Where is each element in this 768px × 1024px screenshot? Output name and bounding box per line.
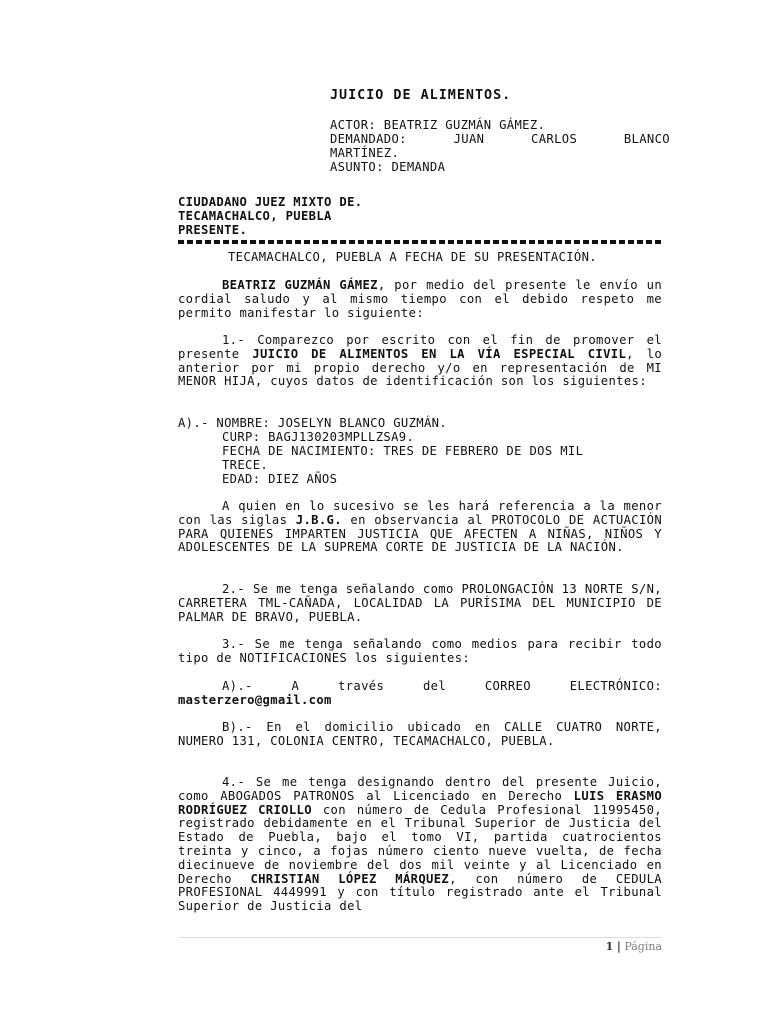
paragraph-2-text: 2.- Se me tenga señalando como PROLONGACIÓN 13 NORTE S/N, CARRETERA TML-CAÑADA, LOCALIDAD LA PURÍSIMA DEL MUNICIPIO DE PALMAR DE BRAVO, PUEBLA. [178, 582, 662, 624]
addressee-line-3: PRESENTE. [178, 223, 248, 237]
paragraph-1-text-a: 1.- Comparezco por escrito con el fin de promover el presente [178, 333, 662, 361]
paragraph-4-lawyer-1: LUIS ERASMO RODRÍGUEZ CRIOLLO [178, 788, 663, 817]
child-name: A).- NOMBRE: JOSELYN BLANCO GUZMÁN. [178, 416, 448, 430]
email-intro-word: ELECTRÓNICO: [569, 679, 662, 693]
email-intro-line [222, 680, 662, 694]
paragraph-4-lawyer-2: CHRISTIAN LÓPEZ MÁRQUEZ [250, 871, 450, 886]
reference-text-a: A quien en lo sucesivo se les hará referencia a la menor con las siglas [178, 499, 662, 527]
paragraph-1-text-b: , lo anterior por mi propio derecho y/o en representación de MI MENOR HIJA, cuyos datos de identificación son los siguientes: [178, 346, 663, 389]
child-birthdate-continuation: TRECE. [222, 458, 269, 472]
demandado-word: DEMANDADO: [330, 132, 407, 146]
email-intro-word: A [291, 679, 300, 693]
intro-text: , por medio del presente le envío un cordial saludo y al mismo tiempo con el debido respeto me permito manifestar lo siguiente: [178, 278, 663, 320]
footer-separator: | [616, 940, 621, 953]
paragraph-3b [178, 721, 662, 749]
place-date: TECAMACHALCO, PUEBLA A FECHA DE SU PRESENTACIÓN. [228, 250, 597, 264]
dotted-separator [178, 240, 662, 244]
actor-line: ACTOR: BEATRIZ GUZMÁN GÁMEZ. [330, 118, 546, 132]
paragraph-3 [178, 638, 662, 666]
email-intro-word: CORREO [484, 679, 531, 693]
demandado-continuation: MARTÍNEZ. [330, 146, 400, 160]
addressee-line-1: CIUDADANO JUEZ MIXTO DE. [178, 195, 363, 209]
intro-name: BEATRIZ GUZMÁN GÁMEZ [222, 278, 378, 292]
child-birthdate: FECHA DE NACIMIENTO: TRES DE FEBRERO DE DOS MIL [222, 444, 584, 458]
intro-paragraph [178, 279, 662, 320]
reference-initials: J.B.G. [295, 512, 342, 527]
email-address: masterzero@gmail.com [178, 693, 332, 707]
paragraph-1-bold: JUICIO DE ALIMENTOS EN LA VÍA ESPECIAL CIVIL [252, 346, 627, 361]
page-footer [606, 940, 662, 953]
page-number: 1 [605, 940, 614, 953]
addressee-line-2: TECAMACHALCO, PUEBLA [178, 209, 332, 223]
child-age: EDAD: DIEZ AÑOS [222, 472, 338, 486]
demandado-word: BLANCO [623, 132, 670, 146]
paragraph-4-text-c: , con número de CEDULA PROFESIONAL 4449991 y con título registrado ante el Tribunal Superior de Justicia del [178, 871, 662, 914]
email-intro-word: través [338, 679, 385, 693]
email-intro-word: del [422, 679, 447, 693]
reference-paragraph [178, 500, 662, 555]
paragraph-3b-text: B).- En el domicilio ubicado en CALLE CUATRO NORTE, NUMERO 131, COLONIA CENTRO, TECAMACHALCO, PUEBLA. [178, 720, 662, 748]
footer-rule [178, 937, 662, 938]
child-curp: CURP: BAGJ130203MPLLZSA9. [222, 430, 415, 444]
paragraph-1 [178, 334, 662, 389]
paragraph-4 [178, 776, 662, 914]
paragraph-2 [178, 583, 662, 624]
demandado-word: JUAN [453, 132, 485, 146]
document-title: JUICIO DE ALIMENTOS. [330, 88, 512, 103]
page-label: Página [624, 940, 662, 953]
paragraph-3-text: 3.- Se me tenga señalando como medios para recibir todo tipo de NOTIFICACIONES los siguientes: [178, 637, 662, 665]
asunto-line: ASUNTO: DEMANDA [330, 160, 446, 174]
demandado-word: CARLOS [531, 132, 578, 146]
demandado-line [330, 133, 670, 147]
reference-text-b: en observancia al PROTOCOLO DE ACTUACIÓN PARA QUIENES IMPARTEN JUSTICIA QUE AFECTEN A NIÑAS, NIÑOS Y ADOLESCENTES DE LA SUPREMA CORTE DE JUSTICIA DE LA NACIÓN. [178, 512, 663, 555]
paragraph-4-text-b: con número de Cedula Profesional 11995450, registrado debidamente en el Tribunal Superior de Justicia del Estado de Puebla, bajo el tomo VI, partida cuatrocientos treinta y cinco, a fojas número ciento nueve vuelta, de fecha diecinueve de noviembre del dos mil veinte y al Licenciado en Derecho [178, 802, 662, 886]
email-intro-word: A).- [222, 679, 253, 693]
paragraph-4-text-a: 4.- Se me tenga designando dentro del presente Juicio, como ABOGADOS PATRONOS al Licenciado en Derecho [178, 775, 662, 803]
